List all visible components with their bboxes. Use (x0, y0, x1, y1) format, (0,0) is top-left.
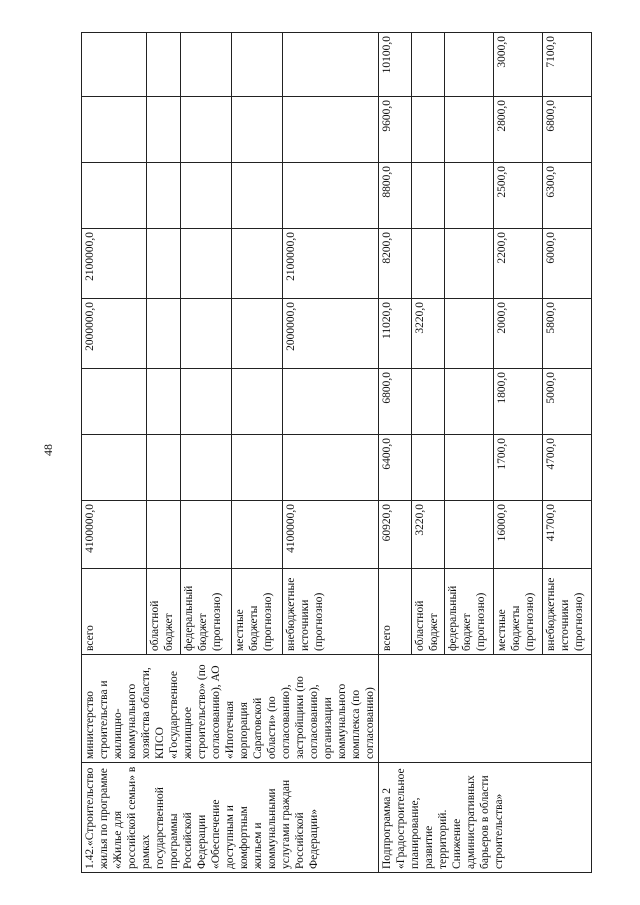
source-cell: всего (82, 569, 147, 655)
value-cell: 6800,0 (379, 369, 412, 435)
table-row (82, 33, 147, 873)
value-cell (232, 369, 283, 435)
value-cell (232, 229, 283, 299)
value-cell: 6800,0 (543, 97, 592, 163)
value-cell: 6000,0 (543, 229, 592, 299)
value-cell (181, 369, 232, 435)
source-cell: внебюджетные источники (прогнозно) (543, 569, 592, 655)
value-cell (232, 163, 283, 229)
source-cell: местные бюджеты (прогнозно) (232, 569, 283, 655)
value-cell (412, 369, 445, 435)
subprogram-name-cell: Подпрограмма 2 «Градостроительное планирование, развитие территорий. Снижение административных барьеров в области строительства» (379, 763, 592, 873)
value-cell (445, 33, 494, 97)
value-cell: 41700,0 (543, 501, 592, 569)
value-cell (147, 369, 181, 435)
value-cell (82, 369, 147, 435)
value-cell: 2500,0 (494, 163, 543, 229)
source-cell: всего (379, 569, 412, 655)
source-cell: федеральный бюджет (прогнозно) (445, 569, 494, 655)
value-cell: 1700,0 (494, 435, 543, 501)
value-cell (181, 435, 232, 501)
value-cell (82, 435, 147, 501)
value-cell (412, 97, 445, 163)
source-cell: областной бюджет (412, 569, 445, 655)
value-cell: 10100,0 (379, 33, 412, 97)
value-cell: 4100000,0 (282, 501, 378, 569)
value-cell: 2000000,0 (82, 299, 147, 369)
value-cell: 6300,0 (543, 163, 592, 229)
value-cell (232, 33, 283, 97)
value-cell (181, 97, 232, 163)
value-cell (282, 163, 378, 229)
value-cell: 9600,0 (379, 97, 412, 163)
source-cell: федеральный бюджет (прогнозно) (181, 569, 232, 655)
value-cell (82, 163, 147, 229)
value-cell: 4100000,0 (82, 501, 147, 569)
executor-cell: министерство строительства и жилищно-коммунального хозяйства области, КПСО «Государственное жилищное строительство» (по согласованию), АО «Ипотечная корпорация Саратовской области» (по согласованию), застройщики (по согласованию), организации коммунального комплекса (по согласованию) (82, 655, 379, 763)
value-cell (412, 229, 445, 299)
value-cell: 1800,0 (494, 369, 543, 435)
value-cell: 5000,0 (543, 369, 592, 435)
value-cell (147, 501, 181, 569)
table-row (379, 33, 412, 873)
value-cell: 3220,0 (412, 299, 445, 369)
value-cell (232, 435, 283, 501)
value-cell (147, 97, 181, 163)
value-cell (445, 163, 494, 229)
value-cell (412, 435, 445, 501)
source-cell: областной бюджет (147, 569, 181, 655)
value-cell (232, 501, 283, 569)
value-cell: 11020,0 (379, 299, 412, 369)
funding-table (81, 32, 592, 873)
value-cell (82, 33, 147, 97)
value-cell (282, 435, 378, 501)
value-cell (282, 33, 378, 97)
source-cell: внебюджетные источники (прогнозно) (282, 569, 378, 655)
value-cell (147, 163, 181, 229)
value-cell (445, 369, 494, 435)
value-cell (445, 435, 494, 501)
value-cell (232, 299, 283, 369)
value-cell: 8200,0 (379, 229, 412, 299)
value-cell (412, 33, 445, 97)
value-cell (282, 97, 378, 163)
value-cell (445, 299, 494, 369)
value-cell (147, 435, 181, 501)
value-cell (181, 33, 232, 97)
value-cell: 2800,0 (494, 97, 543, 163)
source-cell: местные бюджеты (прогнозно) (494, 569, 543, 655)
measure-name-cell: 1.42.«Строительство жилья по программе «Жилье для российской семьи» в рамках государственной программы Российской Федерации «Обеспечение доступным и комфортным жильем и коммунальными услугами граждан Российской Федерации» (82, 763, 379, 873)
value-cell: 5800,0 (543, 299, 592, 369)
value-cell: 4700,0 (543, 435, 592, 501)
value-cell (445, 229, 494, 299)
value-cell: 3000,0 (494, 33, 543, 97)
value-cell (147, 33, 181, 97)
value-cell: 2000000,0 (282, 299, 378, 369)
value-cell (412, 163, 445, 229)
value-cell (181, 501, 232, 569)
page-number: 48 (41, 444, 55, 456)
rotated-table-wrapper (81, 33, 611, 873)
value-cell: 2100000,0 (82, 229, 147, 299)
value-cell: 16000,0 (494, 501, 543, 569)
value-cell: 6400,0 (379, 435, 412, 501)
value-cell (147, 229, 181, 299)
executor-cell (379, 655, 592, 763)
value-cell (181, 299, 232, 369)
value-cell: 7100,0 (543, 33, 592, 97)
value-cell: 2000,0 (494, 299, 543, 369)
value-cell (232, 97, 283, 163)
value-cell (82, 97, 147, 163)
value-cell (181, 163, 232, 229)
value-cell: 60920,0 (379, 501, 412, 569)
value-cell (445, 97, 494, 163)
value-cell: 3220,0 (412, 501, 445, 569)
value-cell (445, 501, 494, 569)
value-cell (282, 369, 378, 435)
value-cell: 2100000,0 (282, 229, 378, 299)
value-cell (147, 299, 181, 369)
value-cell: 8800,0 (379, 163, 412, 229)
value-cell (181, 229, 232, 299)
value-cell: 2200,0 (494, 229, 543, 299)
